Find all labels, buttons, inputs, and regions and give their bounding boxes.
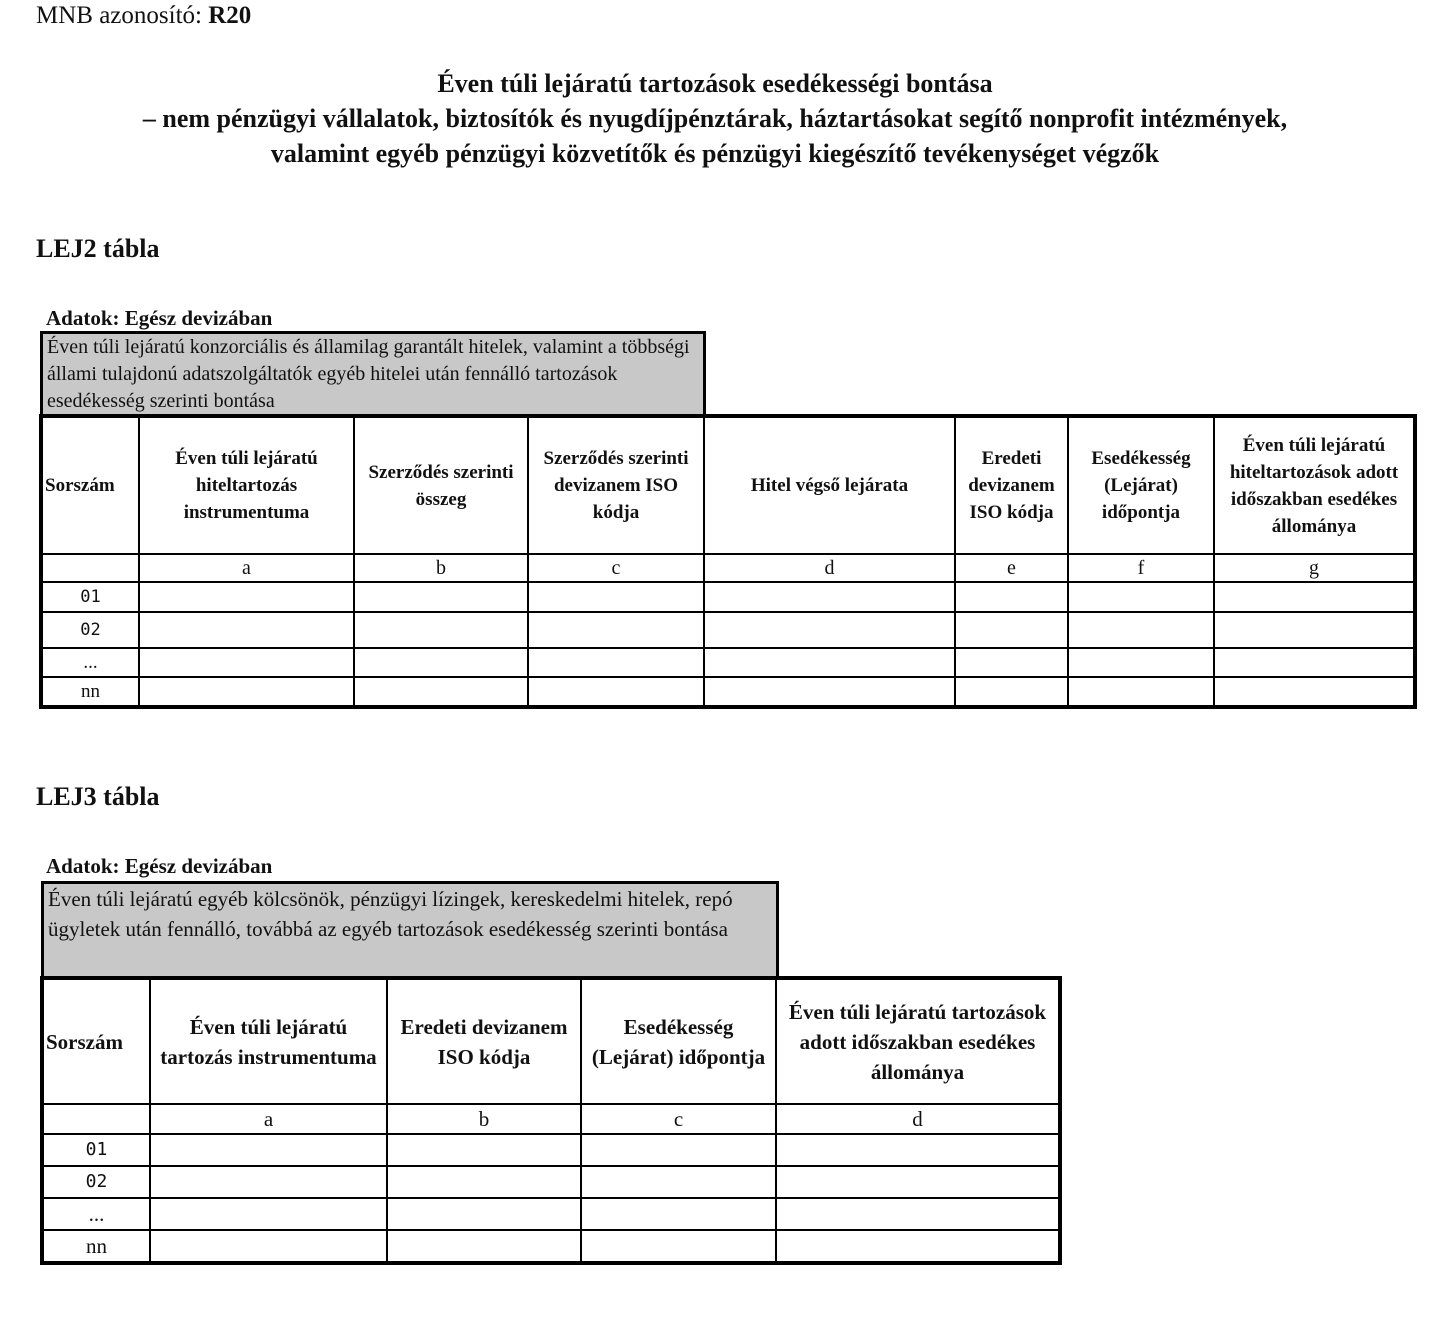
lej2-section-title: LEJ2 tábla [36,234,160,263]
row-number: 02 [42,1166,150,1198]
row-number: ... [42,1198,150,1230]
data-cell[interactable] [955,648,1068,677]
row-number: nn [42,1230,150,1263]
title-line-3: valamint egyéb pénzügyi közvetítők és pénzügyi kiegészítő tevékenységet végzők [270,139,1160,168]
title-line-1: Éven túli lejáratú tartozások esedékességi bontása [437,69,993,98]
data-cell[interactable] [387,1230,581,1263]
data-cell[interactable] [704,648,955,677]
lej2-col-allomany: Éven túli lejáratú hiteltartozások adott időszakban esedékes állománya [1214,416,1415,554]
row-number: 02 [41,612,139,648]
lej2-table [39,414,1417,709]
data-cell[interactable] [704,677,955,707]
lej3-section-title: LEJ3 tábla [36,782,160,811]
data-cell[interactable] [581,1134,776,1166]
data-cell[interactable] [704,582,955,612]
data-cell[interactable] [1068,612,1214,648]
lej2-col-vegso-lejarat: Hitel végső lejárata [704,416,955,554]
data-cell[interactable] [354,648,528,677]
data-cell[interactable] [354,677,528,707]
lej3-letter-cell: c [581,1104,776,1134]
lej2-header-row [41,416,1415,554]
data-cell[interactable] [581,1166,776,1198]
data-cell[interactable] [139,612,354,648]
lej2-letter-cell [41,554,139,582]
mnb-identifier [36,2,251,30]
table-row [42,1230,1060,1263]
data-cell[interactable] [387,1198,581,1230]
lej2-letter-cell: g [1214,554,1415,582]
data-cell[interactable] [528,677,704,707]
data-cell[interactable] [581,1230,776,1263]
lej3-header-row [42,978,1060,1104]
lej3-col-instrumentum: Éven túli lejáratú tartozás instrumentuma [150,978,387,1104]
data-cell[interactable] [354,582,528,612]
lej3-col-sorszam: Sorszám [42,978,150,1104]
data-cell[interactable] [776,1134,1060,1166]
data-cell[interactable] [354,612,528,648]
lej2-letter-cell: b [354,554,528,582]
data-cell[interactable] [387,1134,581,1166]
mnb-label: MNB azonosító: [36,2,202,29]
data-cell[interactable] [1068,648,1214,677]
title-line-2: – nem pénzügyi vállalatok, biztosítók és nyugdíjpénztárak, háztartásokat segítő nonprofit intézmények, [142,104,1288,133]
lej3-letter-cell: a [150,1104,387,1134]
lej2-letter-cell: d [704,554,955,582]
lej3-letter-row [42,1104,1060,1134]
lej3-letter-cell: b [387,1104,581,1134]
lej2-col-eredeti-iso: Eredeti devizanem ISO kódja [955,416,1068,554]
table-row [42,1198,1060,1230]
mnb-code: R20 [208,2,252,29]
row-number: 01 [42,1134,150,1166]
lej3-col-eredeti-iso: Eredeti devizanem ISO kódja [387,978,581,1104]
table-row [41,648,1415,677]
lej2-description-box: Éven túli lejáratú konzorciális és államilag garantált hitelek, valamint a többségi állami tulajdonú adatszolgáltatók egyéb hitelei után fennálló tartozások esedékesség szerinti bontása [40,331,706,417]
data-cell[interactable] [387,1166,581,1198]
data-cell[interactable] [704,612,955,648]
data-cell[interactable] [776,1166,1060,1198]
lej2-col-instrumentum: Éven túli lejáratú hiteltartozás instrumentuma [139,416,354,554]
lej3-units-note: Adatok: Egész devizában [46,854,273,878]
lej2-col-esedekesseg: Esedékesség (Lejárat) időpontja [1068,416,1214,554]
lej2-letter-cell: e [955,554,1068,582]
data-cell[interactable] [776,1230,1060,1263]
lej2-col-osszeg: Szerződés szerinti összeg [354,416,528,554]
data-cell[interactable] [528,648,704,677]
data-cell[interactable] [528,612,704,648]
lej3-col-allomany: Éven túli lejáratú tartozások adott időszakban esedékes állománya [776,978,1060,1104]
data-cell[interactable] [1214,648,1415,677]
data-cell[interactable] [1214,677,1415,707]
table-row [41,612,1415,648]
data-cell[interactable] [150,1134,387,1166]
lej2-units-note: Adatok: Egész devizában [46,306,273,330]
lej2-letter-cell: c [528,554,704,582]
data-cell[interactable] [1214,582,1415,612]
data-cell[interactable] [955,612,1068,648]
data-cell[interactable] [1214,612,1415,648]
lej3-letter-cell: d [776,1104,1060,1134]
data-cell[interactable] [955,677,1068,707]
lej3-description-box: Éven túli lejáratú egyéb kölcsönök, pénzügyi lízingek, kereskedelmi hitelek, repó ügyletek után fennálló, továbbá az egyéb tartozások esedékesség szerinti bontása [41,881,779,979]
data-cell[interactable] [581,1198,776,1230]
lej2-letter-cell: a [139,554,354,582]
row-number: nn [41,677,139,707]
data-cell[interactable] [150,1166,387,1198]
data-cell[interactable] [150,1230,387,1263]
data-cell[interactable] [139,677,354,707]
lej3-letter-cell [42,1104,150,1134]
lej3-col-esedekesseg: Esedékesség (Lejárat) időpontja [581,978,776,1104]
data-cell[interactable] [139,648,354,677]
data-cell[interactable] [528,582,704,612]
lej2-col-szerzodes-iso: Szerződés szerinti devizanem ISO kódja [528,416,704,554]
lej2-letter-row [41,554,1415,582]
page-title [0,66,1430,171]
lej3-table [40,976,1062,1265]
table-row [42,1134,1060,1166]
table-row [41,582,1415,612]
data-cell[interactable] [1068,582,1214,612]
row-number: ... [41,648,139,677]
row-number: 01 [41,582,139,612]
data-cell[interactable] [1068,677,1214,707]
table-row [41,677,1415,707]
data-cell[interactable] [776,1198,1060,1230]
lej2-letter-cell: f [1068,554,1214,582]
data-cell[interactable] [150,1198,387,1230]
data-cell[interactable] [955,582,1068,612]
data-cell[interactable] [139,582,354,612]
table-row [42,1166,1060,1198]
lej2-col-sorszam: Sorszám [41,416,139,554]
